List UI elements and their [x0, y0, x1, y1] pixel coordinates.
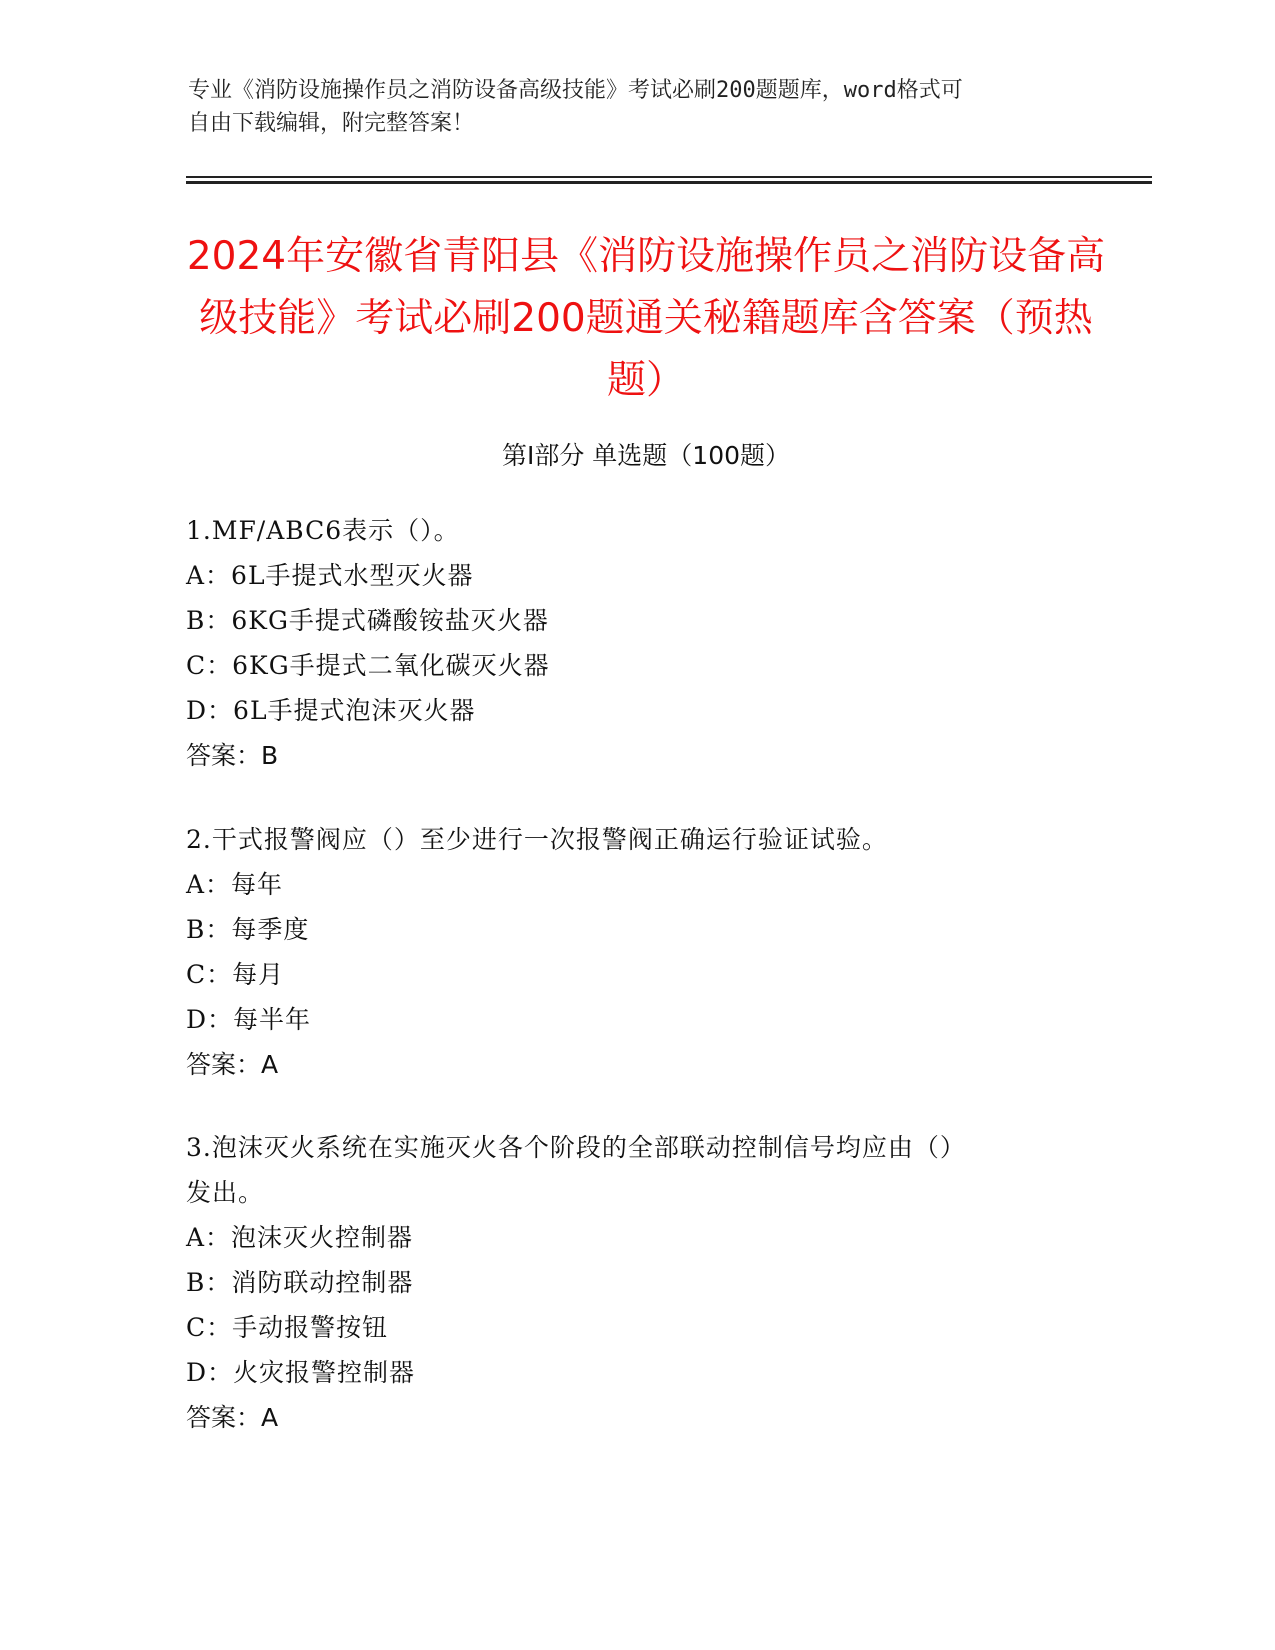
option-a: A：泡沫灭火控制器	[186, 1223, 414, 1252]
header-divider-thick	[186, 181, 1152, 184]
option-c: C：每月	[186, 960, 285, 989]
question-3	[186, 1125, 1086, 1440]
header-note: 专业《消防设施操作员之消防设备高级技能》考试必刷200题题库，word格式可 自由下载编辑，附完整答案！	[188, 78, 963, 136]
option-a: A：每年	[186, 870, 284, 899]
section-title: 第Ⅰ部分 单选题（100题）	[501, 441, 791, 470]
question-2	[186, 817, 1086, 1087]
header-divider-thin	[186, 176, 1152, 178]
question-stem: 1.MF/ABC6表示（）。	[186, 516, 460, 545]
option-b: B：每季度	[186, 915, 310, 944]
answer: 答案：A	[186, 1050, 279, 1079]
option-c: C：6KG手提式二氧化碳灭火器	[186, 651, 550, 680]
answer: 答案：A	[186, 1403, 279, 1432]
option-a: A：6L手提式水型灭火器	[186, 561, 474, 590]
option-d: D：6L手提式泡沫灭火器	[186, 696, 476, 725]
question-1	[186, 508, 1086, 778]
question-stem: 3.泡沫灭火系统在实施灭火各个阶段的全部联动控制信号均应由（） 发出。	[186, 1133, 966, 1207]
document-title: 2024年安徽省青阳县《消防设施操作员之消防设备高级技能》考试必刷200题通关秘籍题库含答案（预热题）	[186, 234, 1106, 403]
option-c: C：手动报警按钮	[186, 1313, 389, 1342]
answer: 答案：B	[186, 741, 279, 770]
option-d: D：火灾报警控制器	[186, 1358, 416, 1387]
option-b: B：6KG手提式磷酸铵盐灭火器	[186, 606, 549, 635]
option-d: D：每半年	[186, 1005, 312, 1034]
option-b: B：消防联动控制器	[186, 1268, 414, 1297]
question-stem: 2.干式报警阀应（）至少进行一次报警阀正确运行验证试验。	[186, 825, 888, 854]
